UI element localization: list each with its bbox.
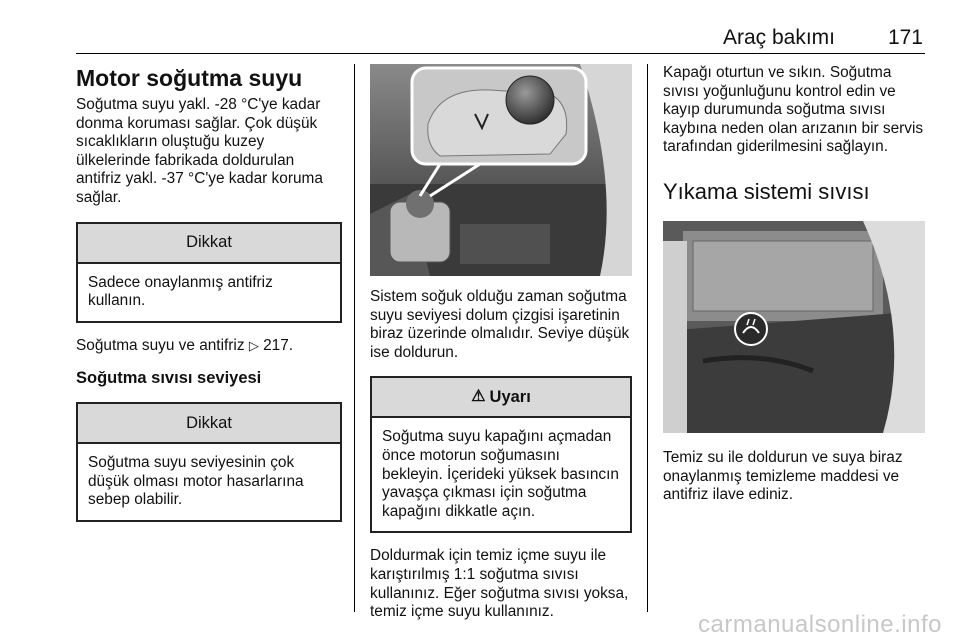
reference-page: 217. [263, 336, 294, 354]
page-number: 171 [887, 26, 923, 49]
reference-text: Soğutma suyu ve antifriz [76, 336, 245, 354]
page-ref-arrow-icon: ▷ [248, 337, 259, 353]
column-separator [647, 64, 648, 612]
washer-reservoir-image [663, 221, 925, 433]
close-cap-paragraph: Kapağı oturtun ve sıkın. Soğutma sıvısı yoğunluğunu kontrol edin ve kayıp durumunda soğutma sıvısı kaybına neden olan arızanın bir servis tarafından giderilmesini sağlayın. [663, 64, 924, 156]
warning-body: Soğutma suyu kapağını açmadan önce motorun soğumasını bekleyin. İçerideki yüksek basıncın yavaşça çıkması için soğutma kapağını dikkatle açın. [382, 428, 619, 520]
warning-box [370, 376, 632, 533]
washer-paragraph: Temiz su ile doldurun ve suya biraz onaylanmış temizleme maddesi ve antifriz ilave ediniz. [663, 448, 903, 504]
fill-instructions: Doldurmak için temiz içme suyu ile karıştırılmış 1:1 soğutma sıvısı kullanınız. Eğer soğutma sıvısı yoksa, temiz içme suyu kullanınız. [370, 547, 629, 621]
column-right [663, 64, 925, 505]
section-title: Araç bakımı [722, 26, 835, 49]
coolant-reservoir-image [370, 64, 632, 276]
warning-triangle-icon: ⚠ [471, 388, 486, 406]
notice-body: Sadece onaylanmış antifriz kullanın. [88, 273, 273, 310]
column-separator [354, 64, 355, 612]
intro-paragraph: Soğutma suyu yakl. -28 °C'ye kadar donma koruması sağlar. Çok düşük sıcaklıkların oluştuğu kuzey ülkelerinde fabrikada doldurulan antifriz yakl. -37 °C'ye kadar koruma sağlar. [76, 96, 323, 206]
header-rule [76, 53, 925, 54]
image-caption: Sistem soğuk olduğu zaman soğutma suyu seviyesi dolum çizgisi işaretinin biraz üzerinde olmalıdır. Seviye düşük ise doldurun. [370, 288, 630, 361]
notice-title: Dikkat [78, 404, 340, 444]
section-heading-washer: Yıkama sistemi sıvısı [663, 178, 870, 204]
watermark: carmanualsonline.info [698, 611, 942, 638]
warning-title: Uyarı [489, 388, 531, 407]
notice-body: Soğutma suyu seviyesinin çok düşük olması motor hasarlarına sebep olabilir. [88, 453, 304, 509]
notice-box-coolant-level [76, 402, 342, 522]
page-title: Motor soğutma suyu [76, 65, 303, 91]
column-left [76, 64, 342, 536]
reference-line [76, 337, 342, 356]
column-middle [370, 64, 632, 622]
notice-box-antifreeze [76, 222, 342, 323]
notice-title: Dikkat [78, 224, 340, 264]
warning-title-bar [372, 378, 630, 418]
subheading-coolant-level: Soğutma sıvısı seviyesi [76, 369, 262, 388]
page-header [76, 24, 925, 52]
